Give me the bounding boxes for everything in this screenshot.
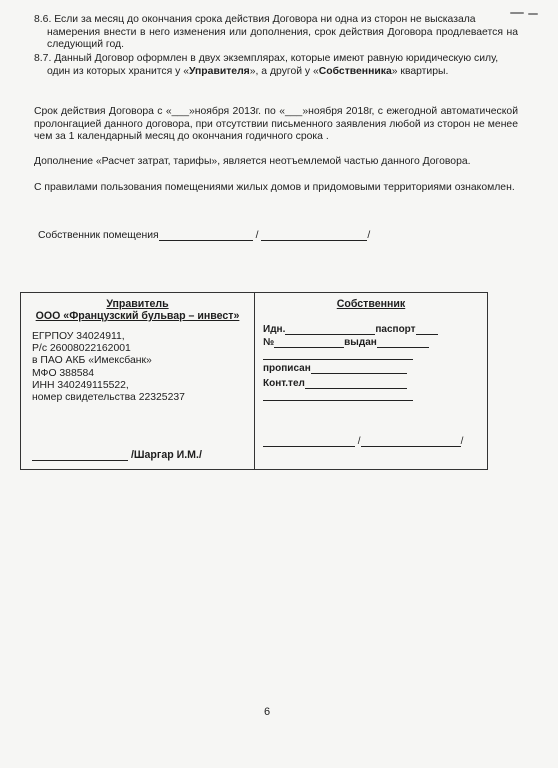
text: » квартиры. <box>391 65 449 77</box>
clause-text: Данный Договор оформлен в двух экземплярах, которые имеют равную юридическую силу, <box>54 53 499 64</box>
clause-text: Если за месяц до окончания срока действия Договора ни одна из сторон не высказала <box>54 14 476 25</box>
clause-8-7 <box>34 53 518 78</box>
blank-line[interactable] <box>263 359 413 360</box>
clause-number: 8.6. <box>34 14 52 25</box>
number-blank[interactable] <box>274 336 344 348</box>
owner-heading: Собственник <box>336 298 406 310</box>
text: », а другой у « <box>249 65 319 77</box>
name-blank[interactable] <box>261 229 367 241</box>
separator: / <box>367 230 371 241</box>
clause-8-6 <box>34 14 518 52</box>
company-name: ООО «Французский бульвар – инвест» <box>35 310 240 322</box>
text: Срок действия Договора с « <box>34 106 172 117</box>
owner-signature-line <box>38 229 370 241</box>
passport-label: паспорт <box>375 324 416 335</box>
phone-field <box>263 377 407 389</box>
manager-heading: Управитель <box>106 298 169 310</box>
signature-blank[interactable] <box>263 435 355 447</box>
signature-blank[interactable] <box>32 449 128 461</box>
date-blank: ___ <box>171 106 189 117</box>
scan-mark <box>528 13 538 15</box>
number-label: № <box>263 337 275 348</box>
id-passport-field <box>263 323 438 335</box>
clause-number: 8.7. <box>34 53 52 64</box>
id-label: Идн. <box>263 324 286 335</box>
registered-field <box>263 362 407 374</box>
text: один из которых хранится у « <box>47 65 189 77</box>
detail-line: МФО 388584 <box>32 367 95 379</box>
issued-label: выдан <box>344 337 377 348</box>
number-issued-field <box>263 336 429 348</box>
owner-signature <box>263 435 463 447</box>
text: »ноября 2013г. по « <box>189 106 285 117</box>
separator: / <box>460 436 464 447</box>
phone-blank[interactable] <box>305 377 407 389</box>
owner-term: Собственника <box>318 65 392 77</box>
rules-paragraph: С правилами пользования помещениями жилых домов и придомовыми территориями ознакомлен. <box>34 182 515 193</box>
issued-blank[interactable] <box>377 336 429 348</box>
term-paragraph <box>34 106 518 144</box>
detail-line: ИНН 340249115522, <box>32 379 129 391</box>
owner-column <box>255 293 487 469</box>
manager-name: /Шаргар И.М./ <box>130 449 202 461</box>
separator: / <box>255 230 259 241</box>
signature-table <box>20 292 488 470</box>
id-blank[interactable] <box>285 323 375 335</box>
clause-text: намерения внести в него изменения или дополнения, срок действия Договора продлевается на следующий год. <box>47 26 518 51</box>
phone-label: Конт.тел <box>263 378 305 389</box>
name-blank[interactable] <box>361 435 461 447</box>
addon-paragraph: Дополнение «Расчет затрат, тарифы», является неотъемлемой частью данного Договора. <box>34 156 471 167</box>
manager-term: Управителя <box>188 65 250 77</box>
clause-text-continued <box>34 66 518 79</box>
text: »ноября 2018г, с ежегодной автоматической пролонгацией данного договора, при отсутствии письменного заявления любой из сторон не менее чем за 1 календарный месяц до окончания годичного срока . <box>34 106 518 143</box>
detail-line: номер свидетельства 22325237 <box>32 392 185 404</box>
blank-line[interactable] <box>263 400 413 401</box>
registered-label: прописан <box>263 363 311 374</box>
manager-column <box>21 293 254 469</box>
signature-blank[interactable] <box>159 229 253 241</box>
detail-line: ЕГРПОУ 34024911, <box>32 331 125 342</box>
separator: / <box>357 436 361 447</box>
registered-blank[interactable] <box>311 362 407 374</box>
page-number: 6 <box>264 706 271 718</box>
date-blank: ___ <box>285 106 303 117</box>
manager-details <box>32 331 185 404</box>
passport-blank[interactable] <box>416 323 438 335</box>
detail-line: Р/с 26008022162001 <box>32 343 131 355</box>
owner-label: Собственник помещения <box>38 230 159 241</box>
manager-signature <box>32 449 202 461</box>
detail-line: в ПАО АКБ «Имексбанк» <box>32 355 152 367</box>
